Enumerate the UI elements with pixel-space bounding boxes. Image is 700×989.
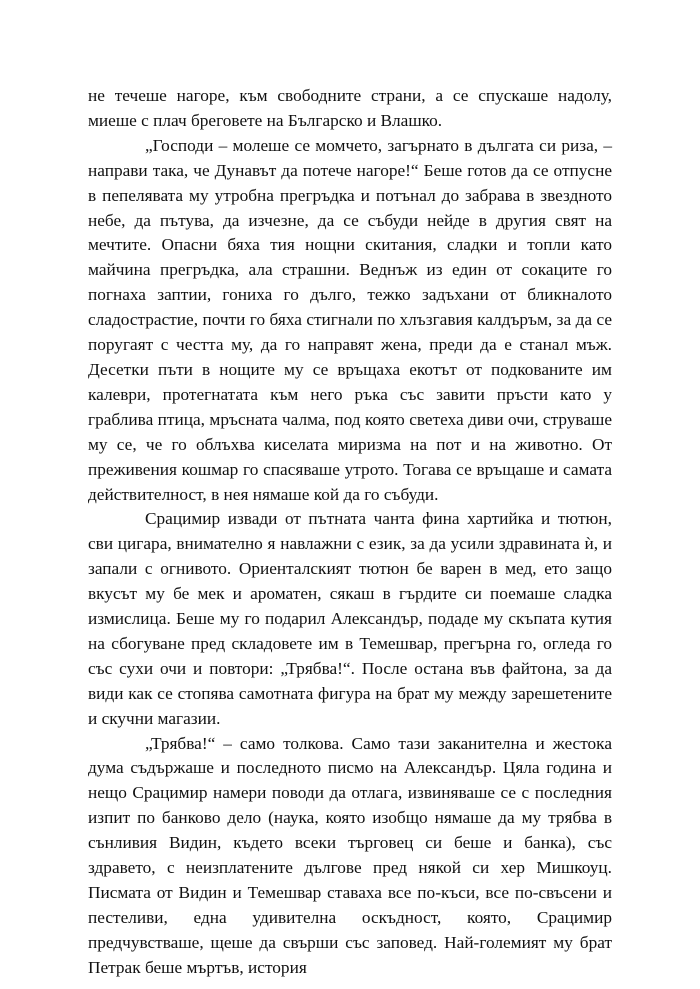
paragraph-4: „Трябва!“ – само толкова. Само тази заканителна и жестока дума съдържаше и последното писмо на Александър. Цяла година и нещо Срацимир намери поводи да отлага, извиняваше се с последния изпит по банково дело (наука, която изобщо нямаше да му трябва в сънливия Видин, където всеки търговец си беше и банка), със здравето, с неизплатените дългове пред някой си хер Мишкоуц. Писмата от Видин и Темешвар ставаха все по-къси, все по-свъсени и пестеливи, една удивителна оскъдност, която, Срацимир предчувстваше, щеше да свърши със заповед. Най-големият му брат Петрак беше мъртъв, история: [88, 733, 612, 977]
body-text: [88, 84, 612, 981]
paragraph-1: не течеше нагоре, към свободните страни, а се спускаше надолу, миеше с плач бреговете на Българско и Влашко.: [88, 86, 612, 130]
paragraph-3: Срацимир извади от пътната чанта фина хартийка и тютюн, сви цигара, внимателно я навлажни с език, за да усили здравината ѝ, и запали с огнивото. Ориенталският тютюн бе варен в мед, ето защо вкусът му бе мек и ароматен, сякаш в гърдите си поемаше сладка измислица. Беше му го подарил Александър, подаде му скъпата кутия на сбогуване пред складовете им в Темешвар, прегърна го, огледа го със сухи очи и повтори: „Трябва!“. После остана във файтона, за да види как се стопява самотната фигура на брат му между зарешетените и скучни магазии.: [88, 509, 612, 728]
paragraph-2: „Господи – молеше се момчето, загърнато в дългата си риза, – направи така, че Дунавът да потече нагоре!“ Беше готов да се отпусне в пепелявата му утробна прегръдка и потънал до забрава в звездното небе, да пътува, да изчезне, да се събуди нейде в другия свят на мечтите. Опасни бяха тия нощни скитания, сладки и топли като майчина прегръдка, ала страшни. Веднъж из един от сокаците го погнаха заптии, гониха го дълго, тежко задъхани от бликналото сладострастие, почти го бяха стигнали по хлъзгавия калдъръм, за да се поругаят с честта му, да го направят жена, преди да е станал мъж. Десетки пъти в нощите му се връщаха екотът от подкованите им калеври, протегнатата към него ръка със завити пръсти като у граблива птица, мръсната чалма, под която светеха диви очи, струваше му се, че го облъхва киселата миризма на пот и на животно. От преживения кошмар го спасяваше утрото. Тогава се връщаше и самата действителност, в нея нямаше кой да го събуди.: [88, 135, 612, 504]
